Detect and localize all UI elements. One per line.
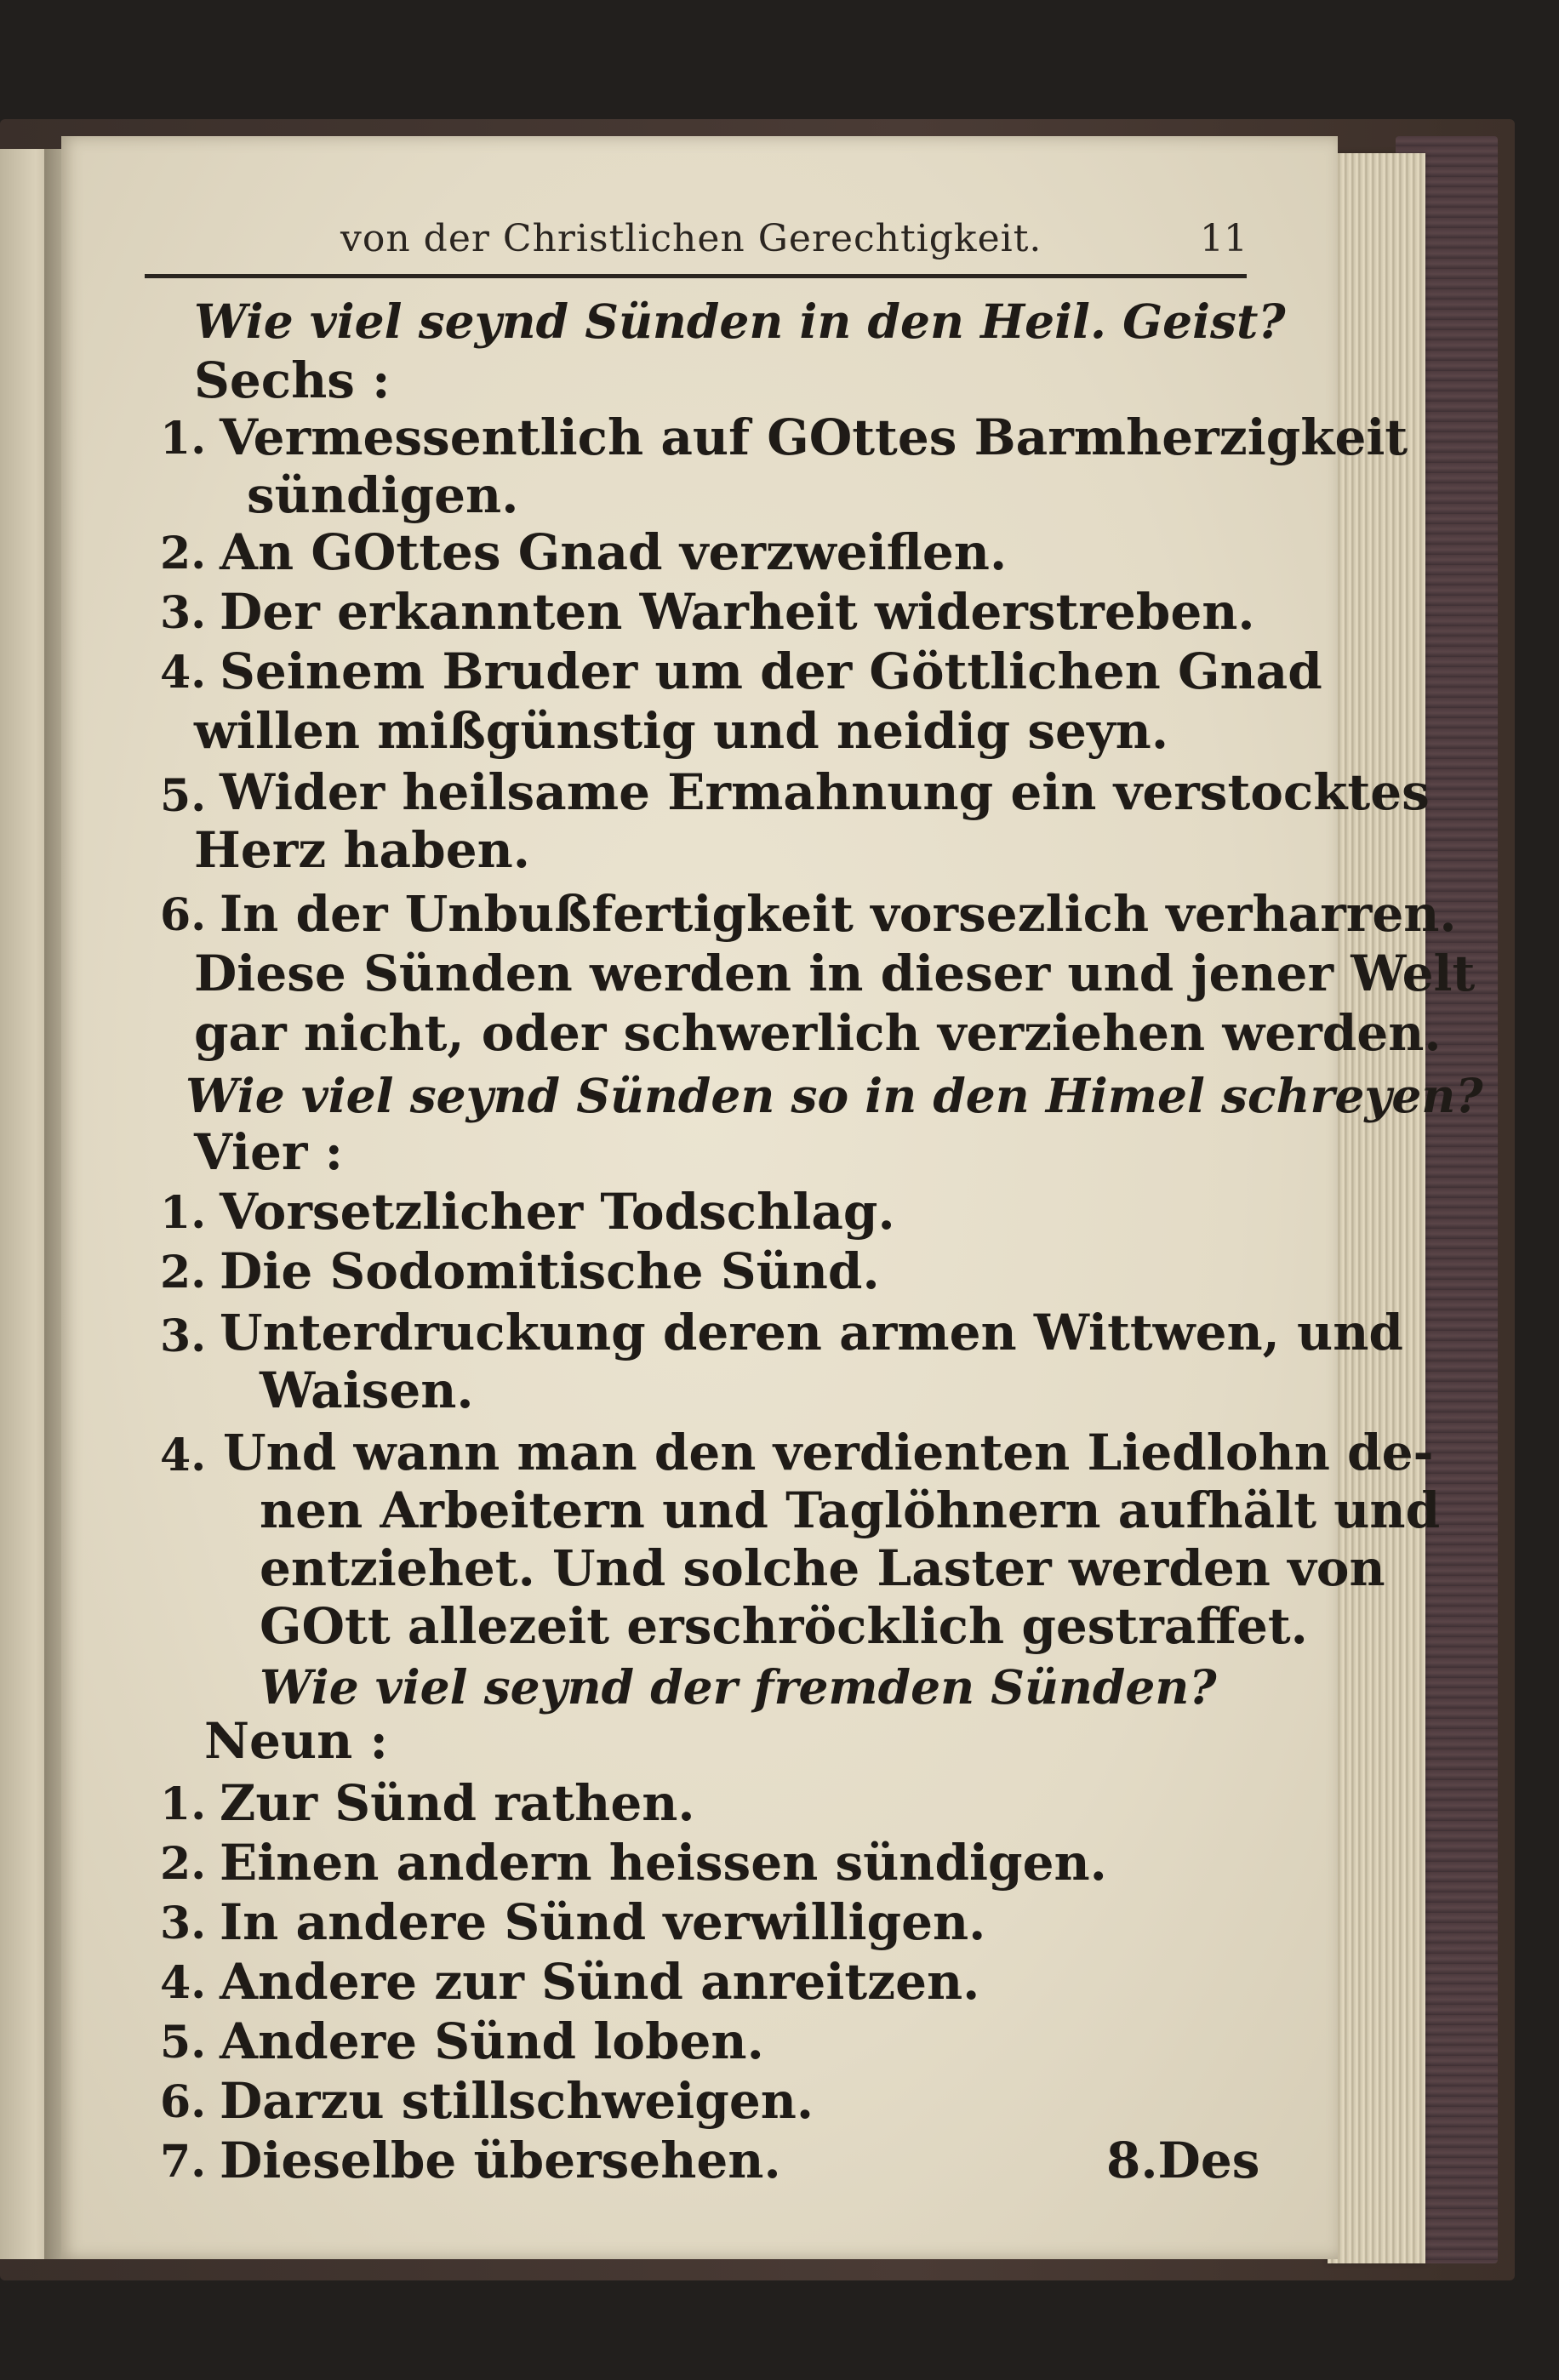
item-number: 6.: [160, 2076, 207, 2128]
item-number: 3.: [160, 1310, 207, 1362]
list-item: Die Sodomitische Sünd.: [220, 1242, 880, 1300]
list-item: Seinem Bruder um der Göttlichen Gnad: [220, 642, 1322, 700]
item-number: 7.: [160, 2136, 207, 2188]
question-holy-ghost-sins: Wie viel seynd Sünden in den Heil. Geist?: [194, 294, 1286, 349]
item-number: 1.: [160, 1778, 207, 1830]
item-number: 2.: [160, 1838, 207, 1890]
list-item: Zur Sünd rathen.: [220, 1774, 695, 1832]
item-number: 5.: [160, 2017, 207, 2069]
list-item-continuation: entziehet. Und solche Laster werden von: [260, 1539, 1385, 1597]
catchword: 8.Des: [1106, 2132, 1260, 2189]
item-number: 1.: [160, 1187, 207, 1239]
answer-label: Vier :: [194, 1123, 344, 1181]
header-rule: [145, 274, 1247, 278]
item-number: 3.: [160, 587, 207, 639]
item-number: 4.: [160, 1957, 207, 2009]
left-page-edge: [0, 149, 51, 2259]
page-stack: [1328, 153, 1425, 2263]
list-item: Wider heilsame Ermahnung ein verstocktes: [220, 763, 1430, 821]
item-number: 3.: [160, 1898, 207, 1949]
question-foreign-sins: Wie viel seynd der fremden Sünden?: [260, 1659, 1217, 1715]
running-head: von der Christlichen Gerechtigkeit.: [340, 217, 1042, 260]
item-number: 4.: [160, 1430, 207, 1481]
item-number: 1.: [160, 413, 207, 465]
list-item: Andere Sünd loben.: [220, 2012, 764, 2070]
closing-text: Diese Sünden werden in dieser und jener Welt: [194, 945, 1476, 1002]
list-item: Vorsetzlicher Todschlag.: [220, 1183, 895, 1241]
item-number: 4.: [160, 647, 207, 699]
question-crying-sins: Wie viel seynd Sünden so in den Himel schreyen?: [186, 1068, 1483, 1123]
item-number: 2.: [160, 1247, 207, 1298]
list-item-continuation: Herz haben.: [194, 821, 530, 879]
list-item: An GOttes Gnad verzweiflen.: [220, 523, 1008, 581]
list-item: Dieselbe übersehen.: [220, 2132, 781, 2189]
list-item-continuation: nen Arbeitern und Taglöhnern aufhält und: [260, 1481, 1441, 1539]
list-item: Unterdruckung deren armen Wittwen, und: [220, 1304, 1403, 1361]
list-item-continuation: Waisen.: [260, 1361, 474, 1419]
list-item: In andere Sünd verwilligen.: [220, 1893, 986, 1951]
item-number: 2.: [160, 528, 207, 579]
closing-text: gar nicht, oder schwerlich verziehen werden.: [194, 1004, 1442, 1062]
list-item: Vermessentlich auf GOttes Barmherzigkeit: [220, 408, 1408, 466]
list-item-continuation: willen mißgünstig und neidig seyn.: [194, 702, 1169, 760]
list-item: Der erkannten Warheit widerstreben.: [220, 583, 1255, 641]
list-item: Darzu stillschweigen.: [220, 2072, 814, 2130]
list-item-continuation: GOtt allezeit erschröcklich gestraffet.: [260, 1597, 1308, 1655]
page-number: 11: [1200, 217, 1248, 260]
list-item: Und wann man den verdienten Liedlohn de-: [223, 1424, 1434, 1481]
item-number: 5.: [160, 770, 207, 822]
list-item: In der Unbußfertigkeit vorsezlich verharren.: [220, 885, 1457, 943]
list-item: Andere zur Sünd anreitzen.: [220, 1953, 980, 2011]
answer-label: Sechs :: [194, 351, 391, 409]
item-number: 6.: [160, 889, 207, 941]
list-item: Einen andern heissen sündigen.: [220, 1834, 1107, 1892]
answer-label: Neun :: [204, 1712, 388, 1770]
list-item-continuation: sündigen.: [247, 466, 519, 524]
